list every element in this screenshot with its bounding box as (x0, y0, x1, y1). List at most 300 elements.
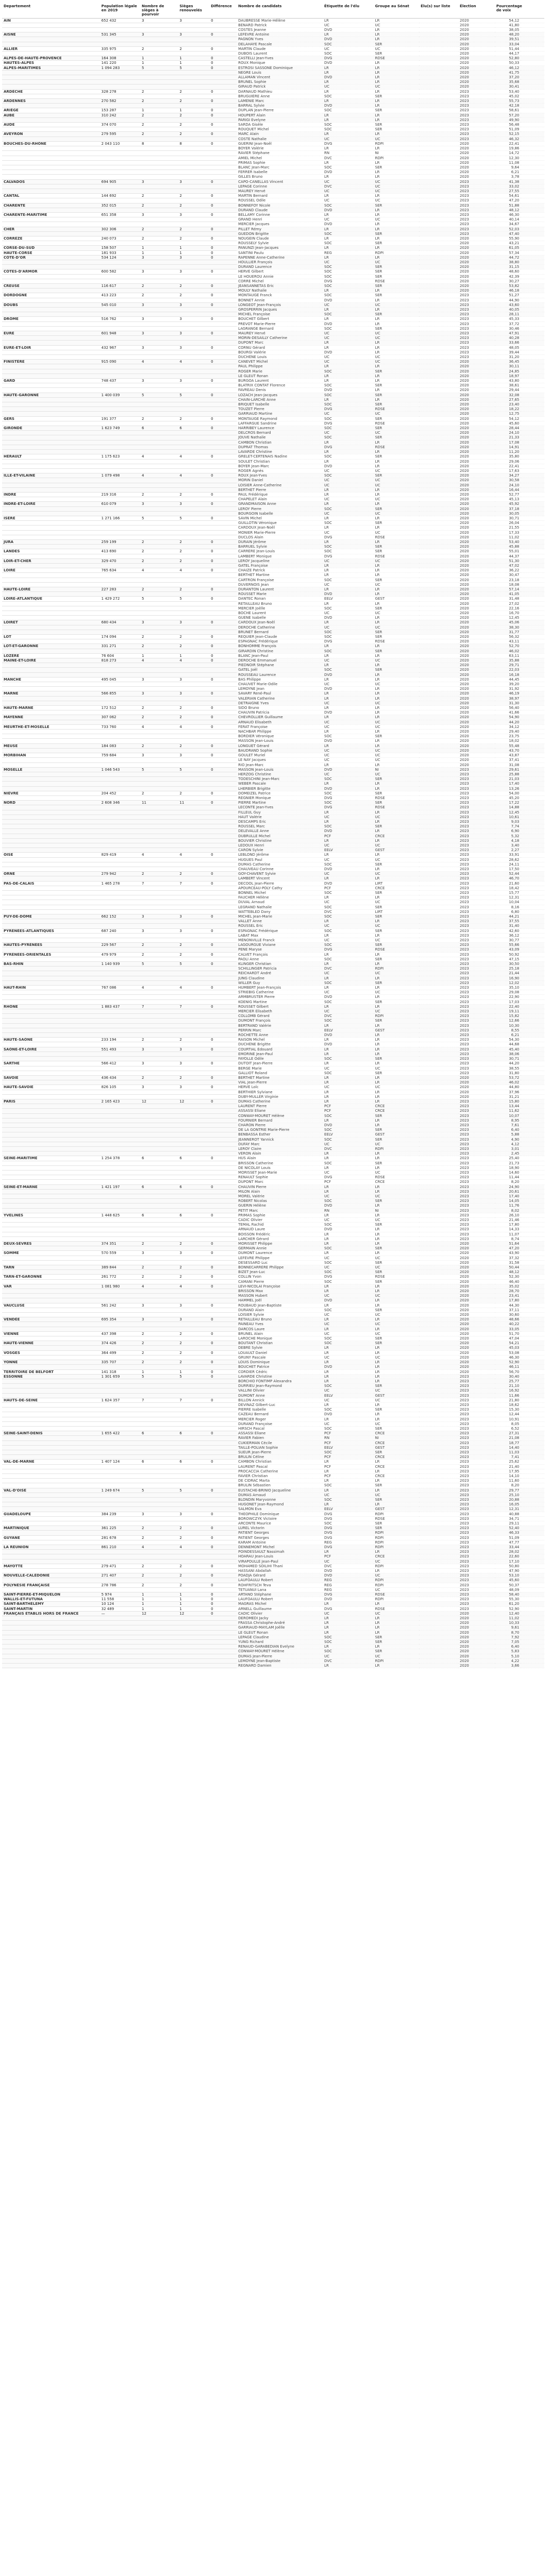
date-cell: 2023 (458, 834, 495, 838)
pourcentage-cell: 30,77 (495, 938, 521, 943)
date-cell: 2023 (458, 838, 495, 843)
candidate-cell: BORDIER Véronique (237, 734, 323, 739)
etiquette-cell: LR (323, 1327, 374, 1331)
etiquette-cell: REG (323, 1578, 374, 1583)
sieges-cell (140, 990, 178, 995)
elus-cell (419, 506, 458, 511)
difference-cell (209, 782, 237, 786)
renouveles-cell: 8 (178, 141, 209, 146)
groupe-cell: RDPI (374, 1658, 420, 1663)
elus-cell (419, 630, 458, 634)
dept-cell: AIN (2, 18, 100, 23)
dept-cell (2, 326, 100, 331)
etiquette-cell: UC (323, 260, 374, 264)
renouveles-cell (178, 84, 209, 89)
renouveles-cell (178, 260, 209, 264)
elus-cell (419, 454, 458, 459)
etiquette-cell: LR (323, 80, 374, 84)
groupe-cell: GEST (374, 1445, 420, 1450)
population-cell (100, 1521, 140, 1526)
dept-cell (2, 890, 100, 895)
groupe-cell: SER (374, 890, 420, 895)
difference-cell: 0 (209, 943, 237, 947)
renouveles-cell (178, 1033, 209, 1038)
pourcentage-cell: 45,06 (495, 620, 521, 625)
elus-cell (419, 1640, 458, 1645)
dept-cell: INDRE (2, 492, 100, 497)
renouveles-cell (178, 42, 209, 46)
candidate-cell: LEROY Jacqueline (237, 558, 323, 563)
groupe-cell: SER (374, 545, 420, 549)
sieges-cell: 3 (140, 212, 178, 217)
etiquette-cell: LR (323, 146, 374, 151)
difference-cell: 0 (209, 1564, 237, 1568)
sieges-cell: 5 (140, 1488, 178, 1493)
blank-cell (521, 374, 544, 378)
blank-cell (521, 592, 544, 597)
date-cell: 2023 (458, 1455, 495, 1460)
renouveles-cell: 2 (178, 558, 209, 563)
difference-cell (209, 198, 237, 203)
table-subrow (2, 606, 544, 611)
groupe-cell: LR (374, 810, 420, 815)
etiquette-cell: UC (323, 1355, 374, 1360)
sieges-cell (140, 639, 178, 644)
population-cell (100, 1204, 140, 1208)
renouveles-cell (178, 1113, 209, 1118)
sieges-cell (140, 94, 178, 98)
elus-cell (419, 1469, 458, 1473)
date-cell: 2023 (458, 336, 495, 341)
dept-cell: POLYNÉSIE FRANÇAISE (2, 1583, 100, 1587)
pourcentage-cell: 12,66 (495, 1019, 521, 1023)
elus-cell (419, 795, 458, 800)
renouveles-cell: 1 (178, 56, 209, 61)
dept-cell (2, 374, 100, 378)
difference-cell (209, 630, 237, 634)
groupe-cell: LR (374, 246, 420, 250)
table-subrow (2, 909, 544, 914)
date-cell: 2023 (458, 971, 495, 976)
table-row (2, 1545, 544, 1550)
sieges-cell: 2 (140, 1360, 178, 1365)
table-subrow (2, 1554, 544, 1559)
population-cell (100, 521, 140, 526)
elus-cell (419, 32, 458, 37)
candidate-cell: DESCAMPS Éric (237, 819, 323, 824)
etiquette-cell: UC (323, 1388, 374, 1393)
population-cell (100, 805, 140, 810)
table-subrow (2, 1616, 544, 1621)
candidate-cell: GROSPERRIN Jacques (237, 308, 323, 312)
blank-cell (521, 1294, 544, 1298)
elus-cell (419, 962, 458, 967)
sieges-cell (140, 388, 178, 393)
candidate-cell: REICHARDT André (237, 971, 323, 976)
elus-cell (419, 730, 458, 734)
table-subrow (2, 1327, 544, 1331)
renouveles-cell (178, 321, 209, 326)
groupe-cell: LR (374, 1402, 420, 1407)
elus-cell (419, 663, 458, 668)
difference-cell (209, 289, 237, 293)
renouveles-cell (178, 137, 209, 141)
renouveles-cell: 6 (178, 1184, 209, 1189)
difference-cell (209, 1493, 237, 1497)
difference-cell (209, 1578, 237, 1583)
elus-cell (419, 1085, 458, 1090)
blank-cell (521, 468, 544, 473)
groupe-cell: SER (374, 1279, 420, 1284)
blank-cell (521, 393, 544, 397)
etiquette-cell: SOC (323, 1635, 374, 1639)
date-cell: 2020 (458, 32, 495, 37)
etiquette-cell: DVG (323, 1516, 374, 1521)
date-cell: 2020 (458, 1090, 495, 1094)
groupe-cell: SER (374, 734, 420, 739)
table-row (2, 1099, 544, 1104)
dept-cell (2, 815, 100, 819)
dept-cell (2, 175, 100, 179)
renouveles-cell (178, 1279, 209, 1284)
date-cell: 2020 (458, 558, 495, 563)
sieges-cell (140, 1521, 178, 1526)
table-subrow (2, 217, 544, 222)
renouveles-cell: 3 (178, 317, 209, 321)
pourcentage-cell: 7,74 (495, 824, 521, 829)
population-cell (100, 37, 140, 42)
dept-cell: CALVADOS (2, 179, 100, 184)
elus-cell (419, 597, 458, 601)
dept-cell (2, 862, 100, 867)
candidate-cell: JEANSANNETAS Éric (237, 283, 323, 288)
pourcentage-cell: 40,22 (495, 1322, 521, 1327)
renouveles-cell: 2 (178, 99, 209, 104)
pourcentage-cell: 23,40 (495, 402, 521, 407)
difference-cell: 0 (209, 743, 237, 748)
renouveles-cell: 5 (178, 65, 209, 70)
blank-cell (521, 1388, 544, 1393)
date-cell: 2023 (458, 1189, 495, 1194)
dept-cell (2, 459, 100, 464)
population-cell: 181 933 (100, 250, 140, 255)
sieges-cell (140, 412, 178, 416)
blank-cell (521, 1369, 544, 1374)
date-cell: 2023 (458, 829, 495, 834)
sieges-cell: 2 (140, 203, 178, 208)
renouveles-cell (178, 402, 209, 407)
etiquette-cell: LR (323, 212, 374, 217)
pourcentage-cell: 58,61 (495, 108, 521, 113)
table-subrow (2, 397, 544, 402)
pourcentage-cell: 8,95 (495, 1118, 521, 1123)
etiquette-cell: LR (323, 1165, 374, 1170)
renouveles-cell (178, 298, 209, 302)
difference-cell: 0 (209, 255, 237, 260)
population-cell (100, 1507, 140, 1512)
table-subrow (2, 1260, 544, 1265)
renouveles-cell: 5 (178, 1488, 209, 1493)
blank-cell (521, 663, 544, 668)
renouveles-cell: 4 (178, 568, 209, 573)
groupe-cell: UC (374, 1421, 420, 1426)
elus-cell (419, 250, 458, 255)
difference-cell (209, 573, 237, 578)
etiquette-cell: DVD (323, 37, 374, 42)
groupe-cell: LR (374, 1621, 420, 1625)
date-cell: 2020 (458, 236, 495, 241)
sieges-cell (140, 1569, 178, 1573)
blank-cell (521, 1360, 544, 1365)
population-cell (100, 957, 140, 961)
date-cell: 2020 (458, 1260, 495, 1265)
senate-results-table (2, 3, 544, 1668)
renouveles-cell: 1 (178, 61, 209, 65)
pourcentage-cell: 45,33 (495, 317, 521, 321)
candidate-cell: HOULLIER François (237, 260, 323, 264)
difference-cell (209, 1327, 237, 1331)
difference-cell (209, 1436, 237, 1440)
population-cell (100, 402, 140, 407)
sieges-cell: 2 (140, 89, 178, 94)
pourcentage-cell: 19,11 (495, 1009, 521, 1014)
elus-cell (419, 156, 458, 160)
dept-cell (2, 170, 100, 175)
renouveles-cell (178, 1493, 209, 1497)
candidate-cell: LEPAGE Corinne (237, 184, 323, 189)
sieges-cell: 4 (140, 724, 178, 729)
pourcentage-cell: 30,71 (495, 1057, 521, 1061)
etiquette-cell: LR (323, 1479, 374, 1483)
blank-cell (521, 1165, 544, 1170)
pourcentage-cell: 25,88 (495, 772, 521, 776)
pourcentage-cell: 14,72 (495, 151, 521, 156)
renouveles-cell: 3 (178, 502, 209, 506)
sieges-cell (140, 786, 178, 791)
difference-cell: 0 (209, 587, 237, 591)
groupe-cell: LR (374, 1151, 420, 1156)
difference-cell (209, 341, 237, 345)
difference-cell (209, 308, 237, 312)
candidate-cell: LOISIER Anne-Catherine (237, 483, 323, 487)
sieges-cell (140, 407, 178, 412)
sieges-cell: 2 (140, 743, 178, 748)
elus-cell (419, 701, 458, 705)
blank-cell (521, 1317, 544, 1322)
renouveles-cell: 2 (178, 952, 209, 957)
etiquette-cell: DVC (323, 156, 374, 160)
blank-cell (521, 724, 544, 729)
renouveles-cell (178, 682, 209, 687)
sieges-cell (140, 1009, 178, 1014)
candidate-cell: PATIENT Georges (237, 1535, 323, 1540)
blank-cell (521, 1199, 544, 1204)
date-cell: 2020 (458, 649, 495, 653)
difference-cell (209, 701, 237, 705)
elus-cell (419, 909, 458, 914)
date-cell: 2023 (458, 772, 495, 776)
blank-cell (521, 1559, 544, 1564)
date-cell: 2023 (458, 1057, 495, 1061)
candidate-cell: CHAIZE Patrick (237, 568, 323, 573)
table-row (2, 568, 544, 573)
dept-cell (2, 1128, 100, 1132)
dept-cell (2, 672, 100, 677)
sieges-cell (140, 730, 178, 734)
date-cell: 2020 (458, 23, 495, 27)
blank-cell (521, 279, 544, 283)
table-row (2, 1156, 544, 1161)
difference-cell: 0 (209, 1242, 237, 1246)
population-cell (100, 1664, 140, 1668)
etiquette-cell: LR (323, 933, 374, 938)
difference-cell (209, 1208, 237, 1213)
pourcentage-cell: 56,40 (495, 706, 521, 710)
table-row (2, 1611, 544, 1616)
pourcentage-cell: 47,77 (495, 1540, 521, 1545)
etiquette-cell: LR (323, 1236, 374, 1241)
pourcentage-cell: 45,60 (495, 1578, 521, 1583)
date-cell: 2023 (458, 1436, 495, 1440)
dept-cell (2, 601, 100, 606)
table-subrow (2, 1625, 544, 1630)
dept-cell (2, 52, 100, 56)
elus-cell (419, 28, 458, 32)
elus-cell (419, 23, 458, 27)
sieges-cell (140, 1421, 178, 1426)
renouveles-cell: 2 (178, 791, 209, 795)
blank-cell (521, 758, 544, 762)
dept-cell (2, 990, 100, 995)
elus-cell (419, 905, 458, 909)
candidate-cell: ESTROSI SASSONE Dominique (237, 65, 323, 70)
date-cell: 2020 (458, 1308, 495, 1312)
pourcentage-cell: 12,45 (495, 810, 521, 815)
dept-cell (2, 758, 100, 762)
difference-cell (209, 895, 237, 900)
difference-cell: 0 (209, 123, 237, 127)
difference-cell: 0 (209, 269, 237, 274)
dept-cell (2, 1436, 100, 1440)
pourcentage-cell: 50,33 (495, 61, 521, 65)
candidate-cell: DUMONT Laurence (237, 1251, 323, 1256)
blank-cell (521, 1497, 544, 1502)
pourcentage-cell: 46,02 (495, 1080, 521, 1085)
pourcentage-cell: 40,28 (495, 336, 521, 341)
elus-cell (419, 1606, 458, 1611)
table-subrow (2, 468, 544, 473)
dept-cell: ORNE (2, 872, 100, 876)
blank-cell (521, 308, 544, 312)
difference-cell (209, 1640, 237, 1645)
pourcentage-cell: 29,71 (495, 663, 521, 668)
candidate-cell: PANUNZI Jean-Jacques (237, 246, 323, 250)
etiquette-cell: LR (323, 364, 374, 369)
elus-cell (419, 208, 458, 212)
date-cell: 2023 (458, 1464, 495, 1469)
etiquette-cell: SOC (323, 1260, 374, 1265)
etiquette-cell: LR (323, 65, 374, 70)
blank-cell (521, 222, 544, 227)
etiquette-cell: UC (323, 1611, 374, 1616)
elus-cell (419, 691, 458, 696)
difference-cell (209, 1199, 237, 1204)
sieges-cell (140, 933, 178, 938)
renouveles-cell (178, 440, 209, 445)
date-cell: 2020 (458, 644, 495, 649)
groupe-cell: UC (374, 302, 420, 307)
renouveles-cell: 4 (178, 658, 209, 663)
pourcentage-cell: 52,90 (495, 1606, 521, 1611)
blank-cell (521, 1460, 544, 1464)
table-row (2, 1460, 544, 1464)
difference-cell (209, 421, 237, 426)
population-cell (100, 117, 140, 122)
sieges-cell (140, 995, 178, 999)
groupe-cell: LR (374, 146, 420, 151)
sieges-cell (140, 630, 178, 634)
renouveles-cell: 2 (178, 539, 209, 544)
table-subrow (2, 630, 544, 634)
table-subrow (2, 990, 544, 995)
blank-cell (521, 379, 544, 383)
etiquette-cell: UC (323, 1421, 374, 1426)
elus-cell (419, 971, 458, 976)
etiquette-cell: DVD (323, 1573, 374, 1578)
dept-cell (2, 369, 100, 374)
table-row (2, 587, 544, 591)
dept-cell: NOUVELLE-CALÉDONIE (2, 1573, 100, 1578)
groupe-cell: LR (374, 1645, 420, 1649)
etiquette-cell: UC (323, 355, 374, 360)
etiquette-cell: PCF (323, 1431, 374, 1436)
dept-cell (2, 1109, 100, 1113)
renouveles-cell (178, 1578, 209, 1583)
population-cell: 153 287 (100, 108, 140, 113)
population-cell (100, 397, 140, 402)
candidate-cell: NACHBAR Philippe (237, 730, 323, 734)
date-cell: 2020 (458, 592, 495, 597)
date-cell: 2020 (458, 1350, 495, 1355)
renouveles-cell (178, 611, 209, 616)
sieges-cell: 2 (140, 46, 178, 51)
difference-cell: 0 (209, 379, 237, 383)
groupe-cell: LIRT (374, 909, 420, 914)
elus-cell (419, 194, 458, 198)
difference-cell: 0 (209, 317, 237, 321)
pourcentage-cell: 8,74 (495, 1236, 521, 1241)
etiquette-cell: LR (323, 379, 374, 383)
blank-cell (521, 336, 544, 341)
table-subrow (2, 231, 544, 236)
pourcentage-cell: 56,70 (495, 1369, 521, 1374)
dept-cell (2, 1554, 100, 1559)
blank-cell (521, 1004, 544, 1009)
elus-cell (419, 1104, 458, 1109)
candidate-cell: HERVÉ Loïc (237, 1085, 323, 1090)
blank-cell (521, 687, 544, 691)
table-subrow (2, 980, 544, 985)
renouveles-cell (178, 478, 209, 483)
candidate-cell: FÉRAT Françoise (237, 724, 323, 729)
etiquette-cell: DVC (323, 1564, 374, 1568)
population-cell (100, 1180, 140, 1184)
difference-cell (209, 1559, 237, 1564)
sieges-cell: 3 (140, 1047, 178, 1052)
difference-cell (209, 786, 237, 791)
candidate-cell: LEFÈVRE Antoine (237, 32, 323, 37)
difference-cell (209, 1236, 237, 1241)
